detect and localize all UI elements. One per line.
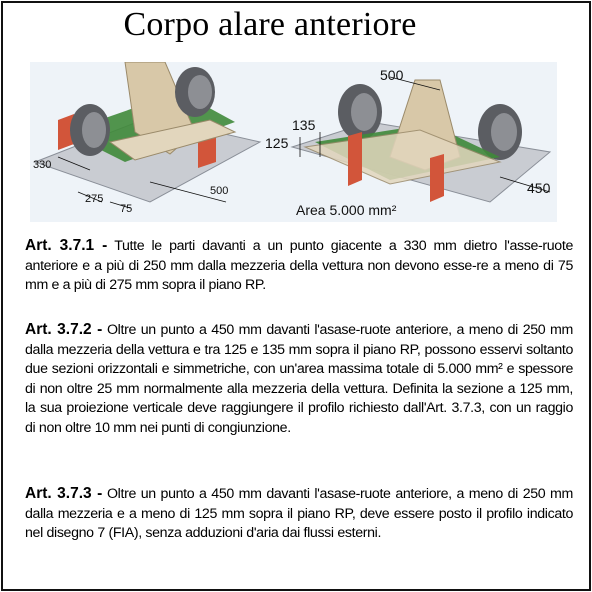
article-number: Art. 3.7.2 - [25, 321, 103, 338]
area-label: Area 5.000 mm² [296, 202, 397, 218]
article-text: Oltre un punto a 450 mm davanti l'asase-ruote anteriore, a meno di 250 mm dalla mezzeria della vettura e tra 125 e 135 mm sopra il piano RP, possono esservi soltanto due sezioni orizzontali e simmetriche, con un'area massima totale di 5.000 mm² e spessore di non oltre 25 mm normalmente alla mezzeria della vettura. Definita la sezione a 125 mm, la sua proiezione verticale deve raggiungere il profilo richiesto dall'Art. 3.7.3, con un raggio di non oltre 10 mm nei punti di congiunzione. [25, 322, 573, 436]
article-number: Art. 3.7.3 - [25, 485, 103, 502]
article-text: Tutte le parti davanti a un punto giacente a 330 mm dietro l'asse-ruote anteriore e a più di 250 mm dalla mezzeria della vettura non devono esse-re a meno di 75 mm e a più di 275 mm sopra il piano RP. [25, 238, 573, 293]
right-dim-450: 450 [527, 180, 551, 196]
article-3-7-3 [25, 484, 573, 544]
page-title: Corpo alare anteriore [123, 6, 417, 43]
front-wing-figure [30, 62, 557, 222]
article-3-7-1 [25, 236, 573, 296]
left-dim-275: 275 [85, 193, 104, 205]
right-car-drawing [265, 67, 551, 218]
article-number: Art. 3.7.1 - [25, 237, 108, 254]
left-dim-75: 75 [120, 203, 133, 215]
article-3-7-2 [25, 320, 573, 438]
right-dim-135: 135 [292, 117, 316, 133]
left-dim-330: 330 [33, 159, 52, 171]
article-text: Oltre un punto a 450 mm davanti l'asase-ruote anteriore, a meno di 250 mm dalla mezzeria e a meno di 125 mm sopra il piano RP, deve essere posto il profilo indicato nel disegno 7 (FIA), senza adduzioni d'aria dai flussi esterni. [25, 486, 573, 541]
right-dim-500: 500 [380, 67, 404, 83]
front-wing-diagram [30, 62, 557, 222]
left-dim-500: 500 [210, 185, 229, 197]
left-car-drawing [33, 62, 260, 215]
right-dim-125: 125 [265, 135, 289, 151]
